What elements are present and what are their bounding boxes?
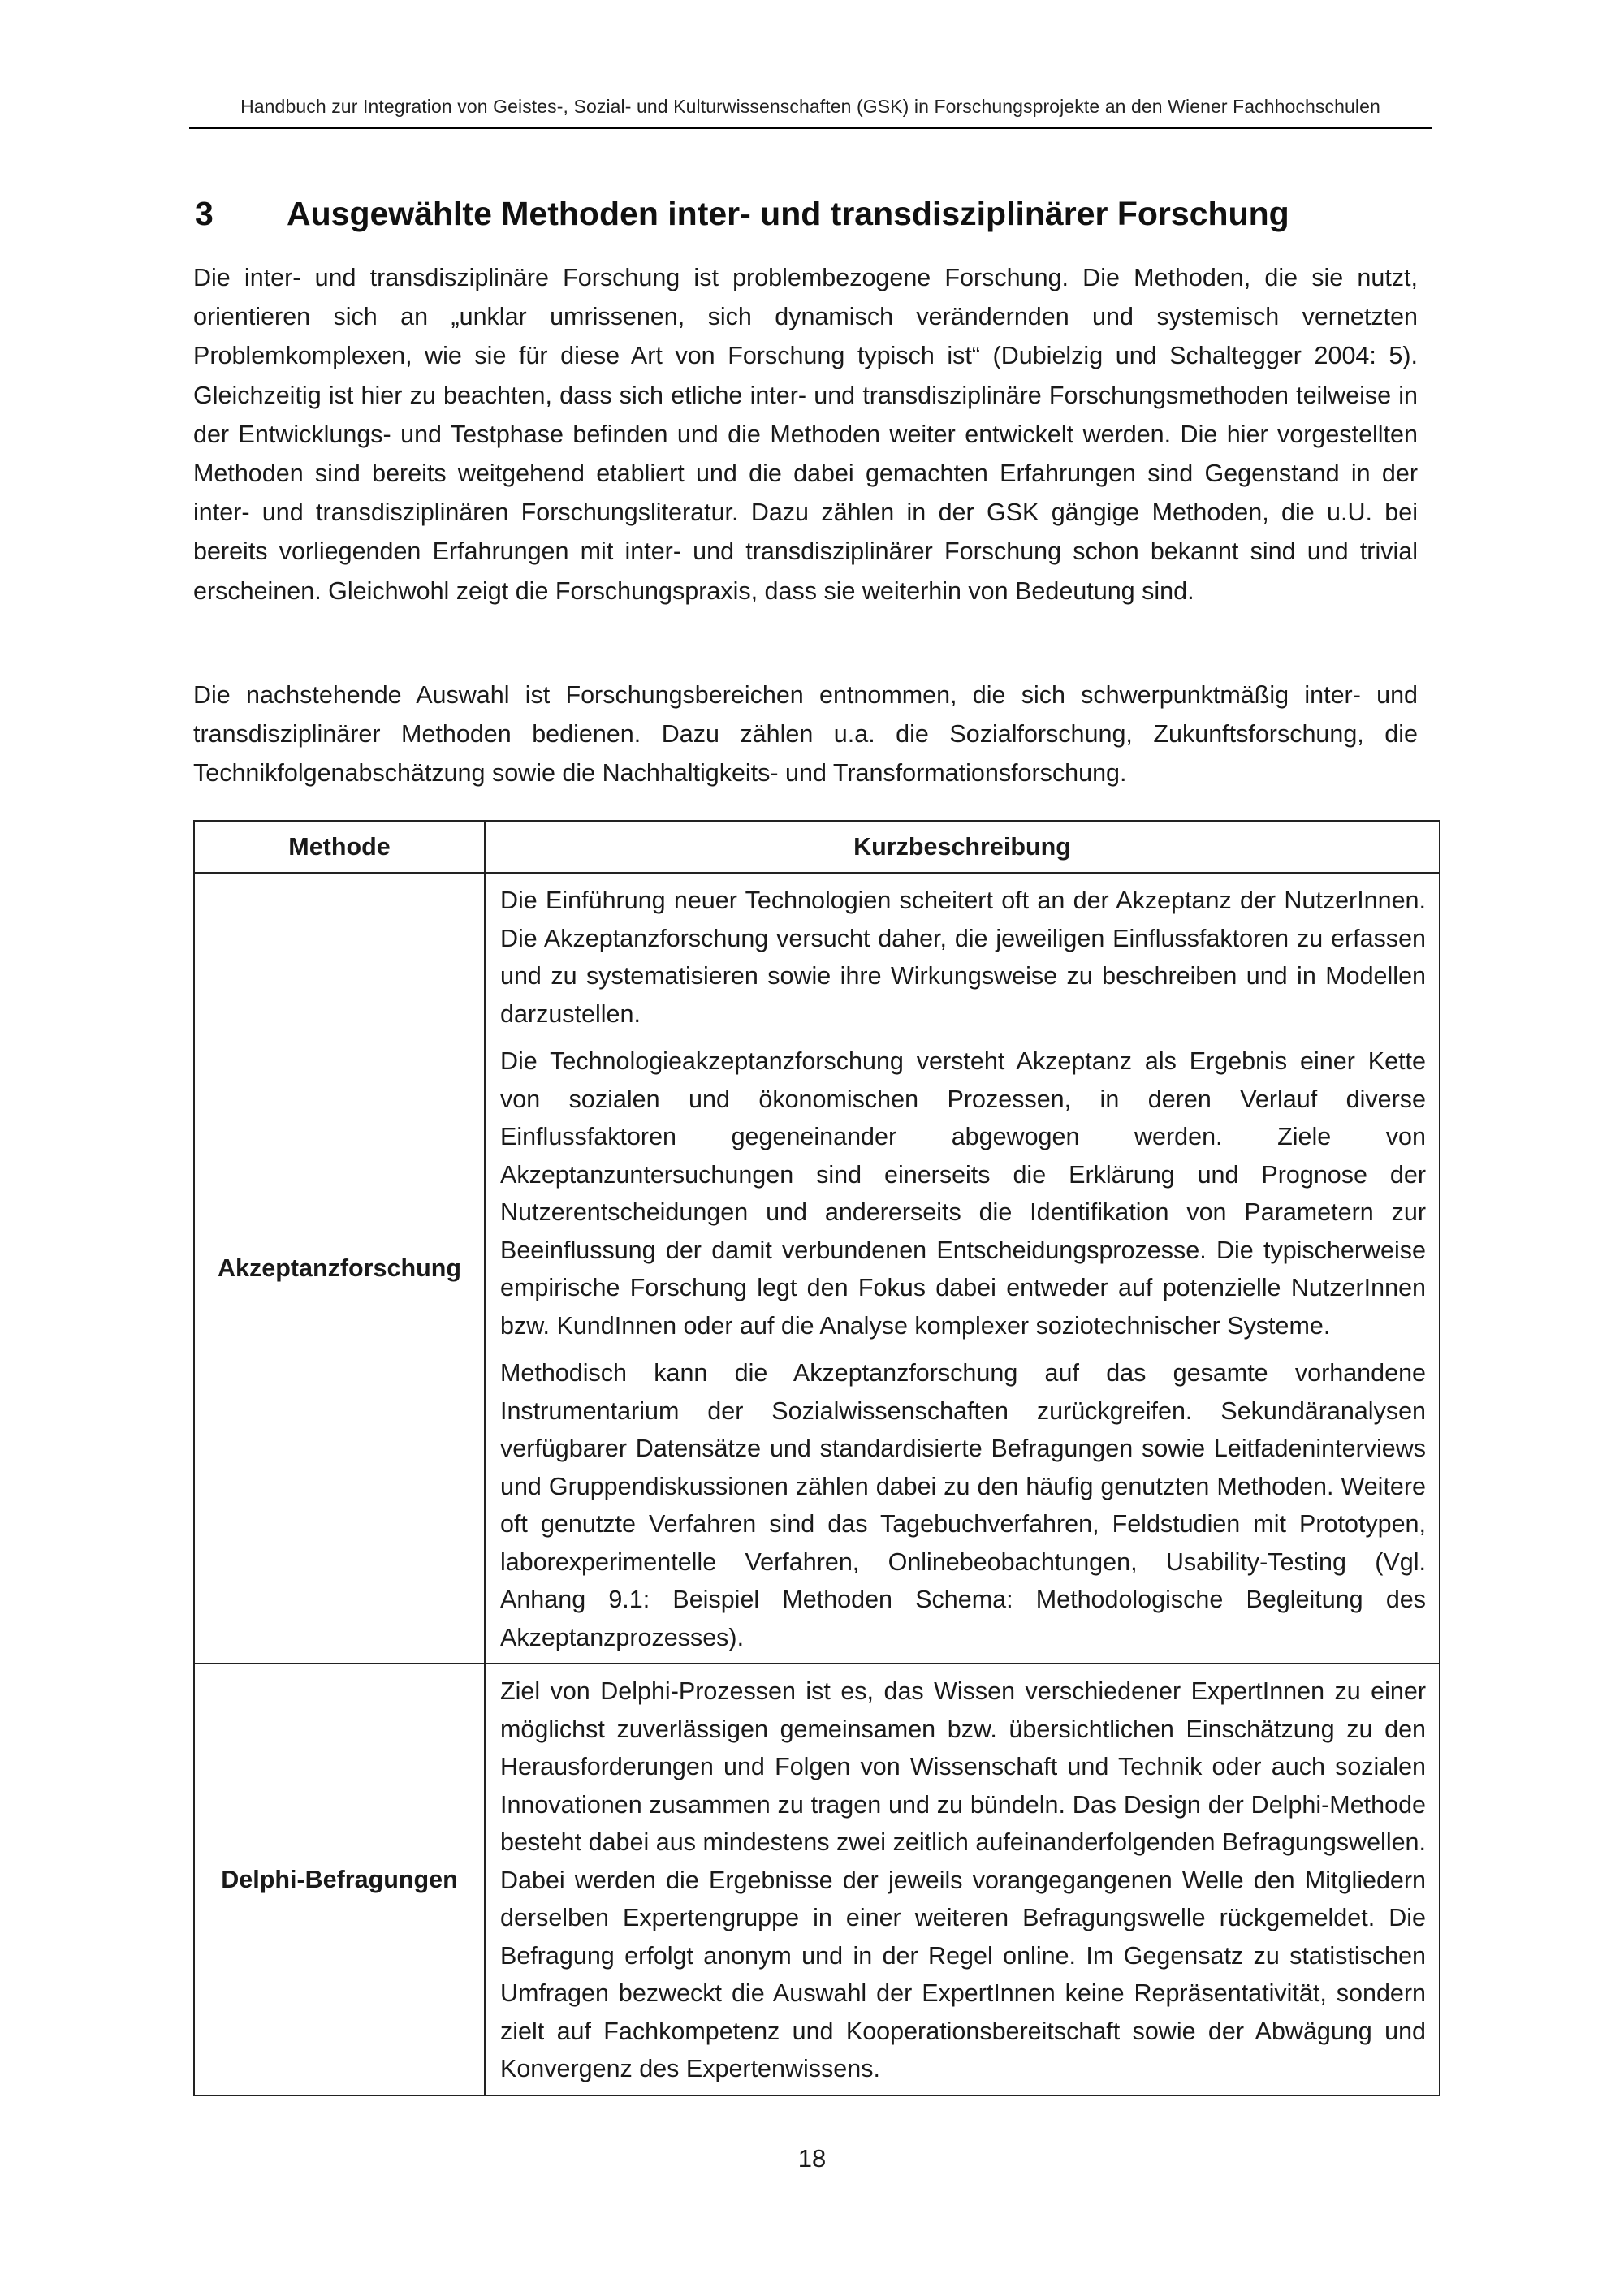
column-header-description: Kurzbeschreibung: [485, 821, 1440, 873]
description-paragraph: Die Technologieakzeptanzforschung versteht Akzeptanz als Ergebnis einer Kette von sozialen und ökonomischen Prozessen, in deren Verlauf diverse Einflussfaktoren gegeneinander abgewogen werden. Ziele von Akzeptanzuntersuchungen sind einerseits die Erklärung und Prognose der Nutzerentscheidungen und andererseits die Identifikation von Parametern zur Beeinflussung der damit verbundenen Entscheidungsprozesse. Die typischerweise empirische Forschung legt den Fokus dabei entweder auf potenzielle NutzerInnen bzw. KundInnen oder auf die Analyse komplexer soziotechnischer Systeme.: [500, 1047, 1426, 1340]
method-name: Akzeptanzforschung: [194, 873, 485, 1664]
section-title: Ausgewählte Methoden inter- und transdisziplinärer Forschung: [287, 195, 1289, 232]
table-row: [194, 1664, 1440, 2095]
description-paragraph: Methodisch kann die Akzeptanzforschung auf das gesamte vorhandene Instrumentarium der Sozialwissenschaften zurückgreifen. Sekundäranalysen verfügbarer Datensätze und standardisierte Befragungen sowie Leitfadeninterviews und Gruppendiskussionen zählen dabei zu den häufig genutzten Methoden. Weitere oft genutzte Verfahren sind das Tagebuchverfahren, Feldstudien mit Prototypen, laborexperimentelle Verfahren, Onlinebeobachtungen, Usability-Testing (Vgl. Anhang 9.1: Beispiel Methoden Schema: Methodologische Begleitung des Akzeptanzprozesses).: [500, 1359, 1426, 1651]
selection-paragraph: Die nachstehende Auswahl ist Forschungsbereichen entnommen, die sich schwerpunktmäßig inter- und transdisziplinärer Methoden bedienen. Dazu zählen u.a. die Sozialforschung, Zukunftsforschung, die Technikfolgenabschätzung sowie die Nachhaltigkeits- und Transformationsforschung.: [193, 681, 1418, 788]
method-name: Delphi-Befragungen: [194, 1664, 485, 2095]
table-row: [194, 873, 1440, 1664]
section-number: 3: [195, 195, 214, 232]
intro-paragraph: Die inter- und transdisziplinäre Forschung ist problembezogene Forschung. Die Methoden, die sie nutzt, orientieren sich an „unklar umrissenen, sich dynamisch verändernden und systemisch vernetzten Problemkomplexen, wie sie für diese Art von Forschung typisch ist“ (Dubielzig und Schaltegger 2004: 5). Gleichzeitig ist hier zu beachten, dass sich etliche inter- und transdisziplinäre Forschungsmethoden teilweise in der Entwicklungs- und Testphase befinden und die Methoden weiter entwickelt werden. Die hier vorgestellten Methoden sind bereits weitgehend etabliert und die dabei gemachten Erfahrungen sind Gegenstand in der inter- und transdisziplinären Forschungsliteratur. Dazu zählen in der GSK gängige Methoden, die u.U. bei bereits vorliegenden Erfahrungen mit inter- und transdisziplinärer Forschung schon bekannt sind und trivial erscheinen. Gleichwohl zeigt die Forschungspraxis, dass sie weiterhin von Bedeutung sind.: [193, 264, 1418, 605]
method-description: [485, 1664, 1440, 2095]
column-header-method: Methode: [194, 821, 485, 873]
table-header-row: [194, 821, 1440, 873]
section-heading: [195, 195, 1289, 233]
page-number: 18: [797, 2144, 827, 2173]
description-paragraph: Die Einführung neuer Technologien scheitert oft an der Akzeptanz der NutzerInnen. Die Akzeptanzforschung versucht daher, die jeweiligen Einflussfaktoren zu erfassen und zu systematisieren sowie ihre Wirkungsweise zu beschreiben und in Modellen darzustellen.: [500, 887, 1426, 1028]
description-paragraph: Ziel von Delphi-Prozessen ist es, das Wissen verschiedener ExpertInnen zu einer möglichst zuverlässigen gemeinsamen bzw. übersichtlichen Einschätzung zu den Herausforderungen und Folgen von Wissenschaft und Technik oder auch sozialen Innovationen zusammen zu tragen und zu bündeln. Das Design der Delphi-Methode besteht dabei aus mindestens zwei zeitlich aufeinanderfolgenden Befragungswellen. Dabei werden die Ergebnisse der jeweils vorangegangenen Welle den Mitgliedern derselben Expertengruppe in einer weiteren Befragungswelle rückgemeldet. Die Befragung erfolgt anonym und in der Regel online. Im Gegensatz zu statistischen Umfragen bezweckt die Auswahl der ExpertInnen keine Repräsentativität, sondern zielt auf Fachkompetenz und Kooperationsbereitschaft sowie der Abwägung und Konvergenz des Expertenwissens.: [500, 1677, 1426, 2082]
methods-table: [193, 820, 1440, 2096]
running-header: Handbuch zur Integration von Geistes-, Sozial- und Kulturwissenschaften (GSK) in Forschungsprojekte an den Wiener Fachhochschulen: [240, 96, 1380, 117]
method-description: [485, 873, 1440, 1664]
header-divider: [189, 127, 1432, 129]
